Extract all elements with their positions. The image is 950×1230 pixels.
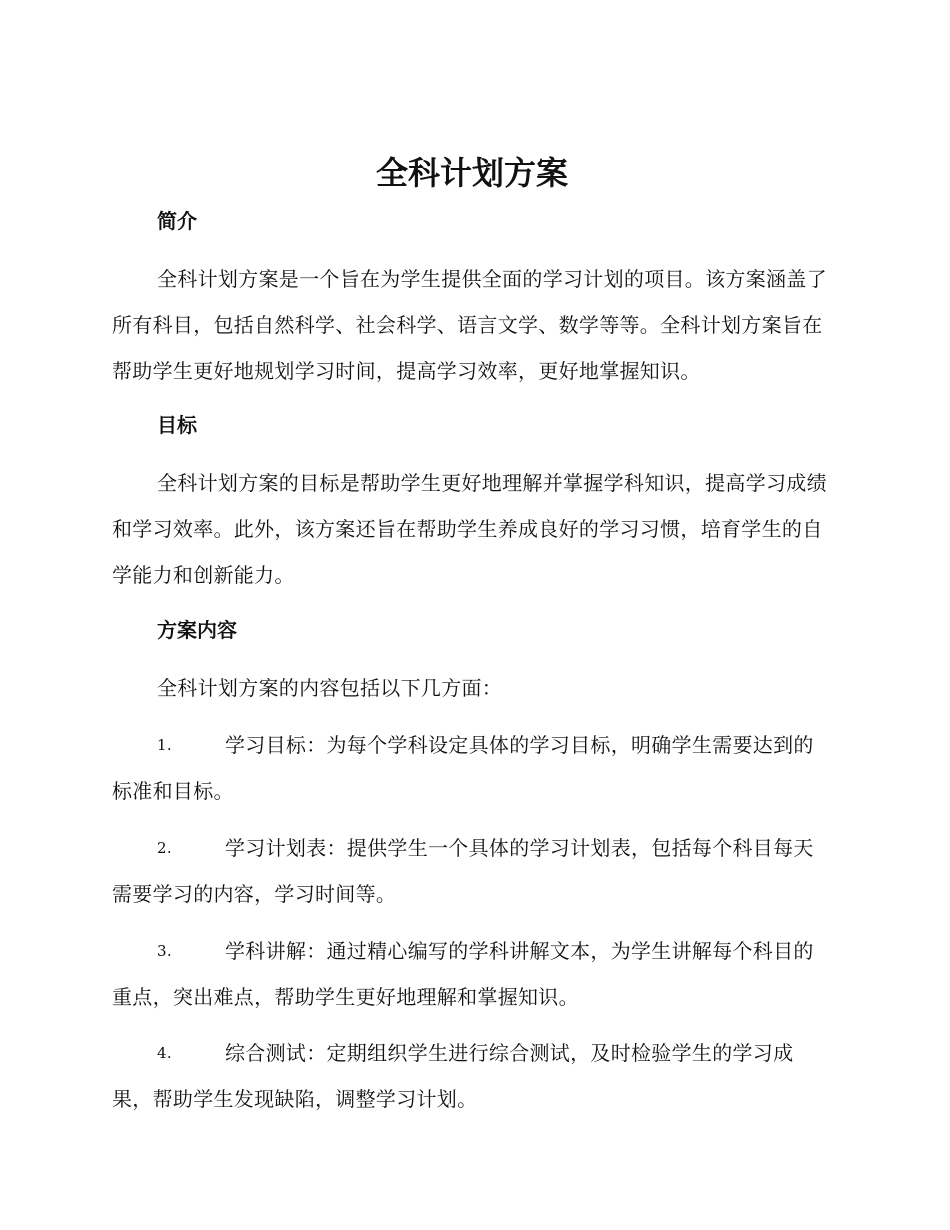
section-heading-goal: 目标 [157,413,197,437]
list-item-number: 1. [157,736,172,754]
list-item-number: 4. [157,1044,172,1062]
list-item [112,928,832,1020]
section-heading-content: 方案内容 [157,618,237,642]
section-paragraph-goal: 全科计划方案的目标是帮助学生更好地理解并掌握学科知识，提高学习成绩和学习效率。此外，该方案还旨在帮助学生养成良好的学习习惯，培育学生的自学能力和创新能力。 [112,471,827,587]
list-item [112,825,832,917]
section-paragraph-intro: 全科计划方案是一个旨在为学生提供全面的学习计划的项目。该方案涵盖了所有科目，包括自然科学、社会科学、语言文学、数学等等。全科计划方案旨在帮助学生更好地规划学习时间，提高学习效率，更好地掌握知识。 [112,267,827,383]
list-item [112,722,832,814]
list-item-text: 学习目标：为每个学科设定具体的学习目标，明确学生需要达到的标准和目标。 [112,733,814,803]
list-item [112,1030,832,1122]
list-item-text: 学科讲解：通过精心编写的学科讲解文本，为学生讲解每个科目的重点，突出难点，帮助学生更好地理解和掌握知识。 [112,939,814,1009]
section-heading-intro: 简介 [157,209,197,233]
document-title: 全科计划方案 [375,154,568,192]
list-item-number: 3. [157,942,172,960]
section-paragraph-content: 全科计划方案的内容包括以下几方面： [157,676,503,700]
list-item-number: 2. [157,839,172,857]
list-item-text: 学习计划表：提供学生一个具体的学习计划表，包括每个科目每天需要学习的内容，学习时间等。 [112,836,814,906]
list-item-text: 综合测试：定期组织学生进行综合测试，及时检验学生的学习成果，帮助学生发现缺陷，调整学习计划。 [112,1041,794,1111]
